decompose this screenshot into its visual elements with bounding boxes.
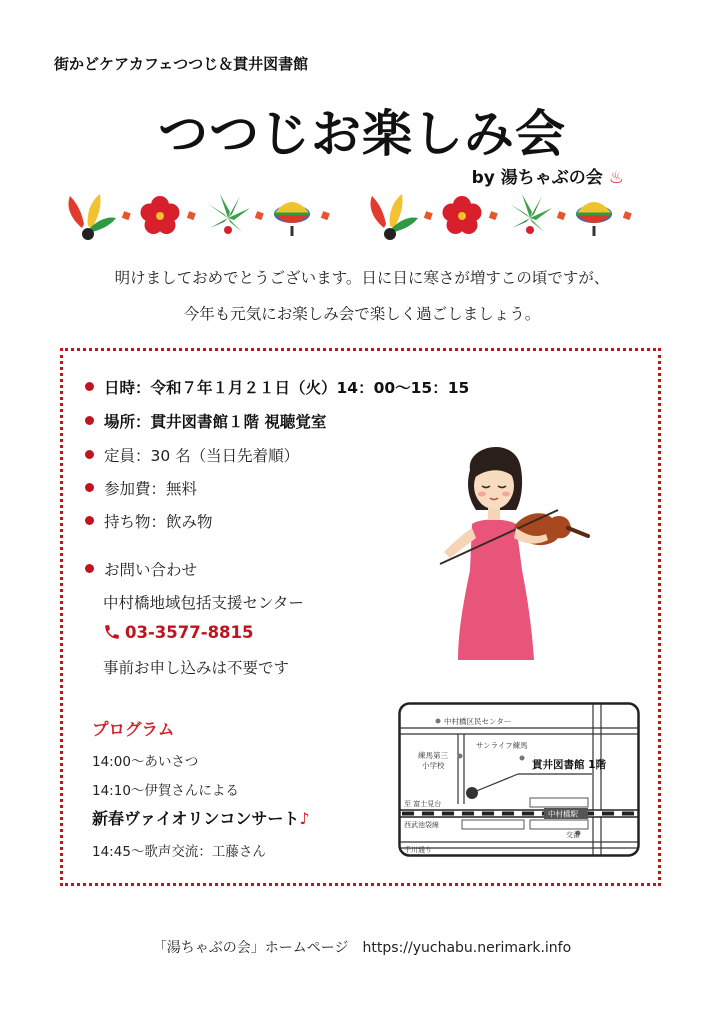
- bamboo-leaves-icon: [208, 194, 250, 234]
- detail-datetime: 日時：令和７年１月２１日（火）14：00～15：15: [85, 376, 469, 398]
- bullet-icon: [85, 564, 94, 573]
- organizers-text: 街かどケアカフェつつじ＆貫井図書館: [54, 55, 309, 73]
- greeting-line-1: 明けましておめでとうございます。日に日に寒さが増すこの頃ですが、: [114, 269, 610, 287]
- contact-organization: 中村橋地域包括支援センター: [103, 594, 304, 612]
- program-item-singing: 14:45～歌声交流：工藤さん: [92, 844, 266, 860]
- phone-icon: [103, 623, 121, 641]
- byline: [472, 163, 624, 188]
- page-title: つつじお楽しみ会: [158, 105, 566, 163]
- music-note-icon: ♪: [299, 809, 310, 828]
- map-label-seibu-line: 西武池袋線: [404, 821, 439, 829]
- violinist-illustration: [436, 440, 590, 664]
- plum-flower-icon: [141, 196, 180, 234]
- bullet-icon: [85, 416, 94, 425]
- detail-place: 場所：貫井図書館１階 視聴覚室: [85, 410, 326, 432]
- detail-capacity: 定員：30 名（当日先着順）: [85, 444, 299, 466]
- detail-bring: 持ち物：飲み物: [85, 510, 213, 532]
- contact-heading: お問い合わせ: [85, 558, 197, 580]
- spinning-top-icon: [274, 202, 310, 236]
- new-year-decoration: [60, 188, 664, 246]
- program-item-iga: 14:10～伊賀さんによる: [92, 783, 239, 799]
- map-label-community-center: 中村橋区民センター: [444, 717, 512, 726]
- byline-text: by 湯ちゃぶの会: [471, 168, 603, 188]
- bullet-icon: [85, 450, 94, 459]
- footer: [0, 937, 724, 957]
- map-label-school-2: 小学校: [422, 761, 445, 770]
- greeting-line-2: 今年も元気にお楽しみ会で楽しく過ごしましょう。: [183, 305, 541, 323]
- map-label-station: 中村橋駅: [548, 809, 578, 819]
- onsen-icon: ♨: [608, 168, 624, 188]
- bullet-icon: [85, 483, 94, 492]
- map-label-store: サンライフ練馬: [476, 741, 528, 750]
- program-item-greeting: 14:00～あいさつ: [92, 754, 199, 770]
- bullet-icon: [85, 516, 94, 525]
- program-item-concert: 新春ヴァイオリンコンサート♪: [92, 809, 310, 828]
- map-label-school-1: 練馬第三: [418, 751, 448, 760]
- access-map: [398, 702, 640, 857]
- ornament-icon: [69, 194, 117, 240]
- map-label-library: 貫井図書館 1階: [532, 759, 606, 771]
- map-label-koban: 交番: [566, 831, 580, 839]
- footer-label: 「湯ちゃぶの会」ホームページ: [152, 940, 349, 956]
- map-label-senkawa: 千川通り: [404, 846, 432, 854]
- detail-fee: 参加費：無料: [85, 477, 197, 499]
- bullet-icon: [85, 382, 94, 391]
- homepage-link[interactable]: https://yuchabu.nerimark.info: [362, 940, 572, 956]
- program-heading: プログラム: [92, 720, 175, 739]
- contact-phone[interactable]: 03-3577-8815: [103, 623, 254, 642]
- no-registration-note: 事前お申し込みは不要です: [103, 659, 290, 677]
- map-label-fujimidai: 至 富士見台: [404, 800, 442, 808]
